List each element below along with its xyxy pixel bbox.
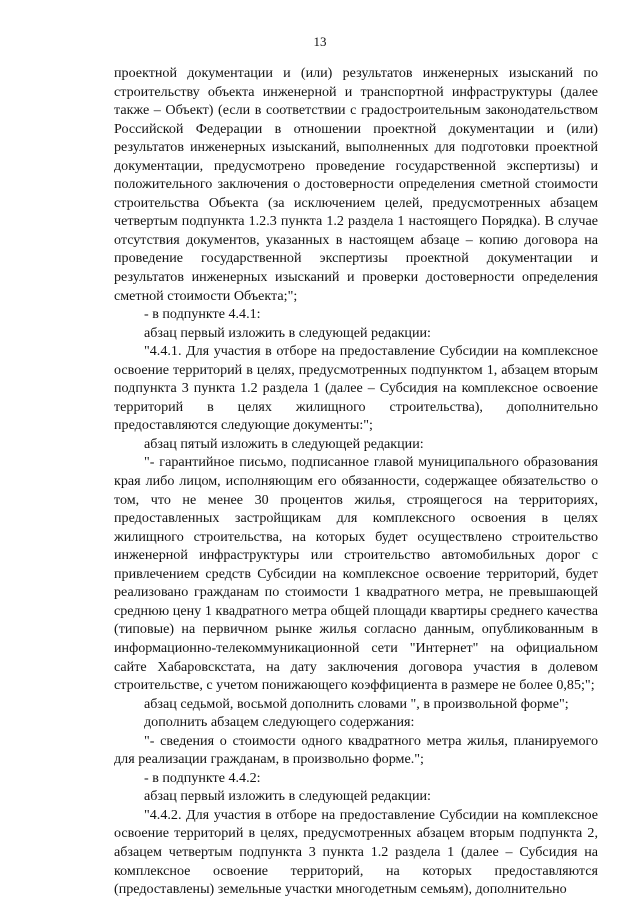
paragraph: "- гарантийное письмо, подписанное главой муниципального образования края либо лицом, исполняющим его обязанности, содержащее обязательство о том, что не менее 30 процентов жилья, строящегося на территориях, предоставленных застройщикам для комплексного освоения в целях жилищного строительства, на которых будет осуществлено строительство инженерной инфраструктуры или строительство автомобильных дорог с привлечением средств Субсидии на комплексное освоение территорий, будет реализовано гражданам по стоимости 1 квадратного метра, не превышающей среднюю цену 1 квадратного метра общей площади квартиры среднего качества (типовые) на первичном рынке жилья согласно данным, опубликованным в информационно-телекоммуникационной сети "Интернет" на официальном сайте Хабаровскстата, на дату заключения договора участия в долевом строительстве, с учетом понижающего коэффициента в размере не более 0,85;"; — [114, 454, 598, 694]
paragraph: проектной документации и (или) результатов инженерных изысканий по строительству объекта инженерной и транспортной инфраструктуры (далее также – Объект) (если в соответствии с градостроительным законодательством Российской Федерации в отношении проектной документации и (или) результатов инженерных изысканий, выполненных для подготовки проектной документации, предусмотрено проведение государственной экспертизы) и положительного заключения о достоверности определения сметной стоимости строительства Объекта (за исключением целей, предусмотренных абзацем четвертым подпункта 1.2.3 пункта 1.2 раздела 1 настоящего Порядка). В случае отсутствия документов, указанных в настоящем абзаце – копию договора на проведение государственной экспертизы проектной документации и результатов инженерных изысканий и проверки достоверности определения сметной стоимости Объекта;"; — [114, 65, 598, 304]
paragraph: "- сведения о стоимости одного квадратного метра жилья, планируемого для реализации гражданам, в произвольно форме."; — [114, 732, 598, 768]
paragraph: - в подпункте 4.4.2: — [144, 769, 261, 786]
document-body — [114, 64, 598, 899]
paragraph: - в подпункте 4.4.1: — [144, 306, 261, 323]
paragraph: абзац первый изложить в следующей редакции: — [144, 788, 431, 805]
page-number: 13 — [313, 34, 327, 49]
paragraph: "4.4.1. Для участия в отборе на предоставление Субсидии на комплексное освоение территорий в целях, предусмотренных подпунктом 1, абзацем вторым подпункта 3 пункта 1.2 раздела 1 (далее – Субсидия на комплексное освоение территорий в целях жилищного строительства), дополнительно предоставляются следующие документы:"; — [114, 343, 598, 434]
paragraph: абзац первый изложить в следующей редакции: — [144, 324, 431, 341]
paragraph: абзац пятый изложить в следующей редакции: — [144, 435, 424, 452]
paragraph: абзац седьмой, восьмой дополнить словами ", в произвольной форме"; — [144, 695, 569, 712]
paragraph: дополнить абзацем следующего содержания: — [144, 714, 415, 731]
paragraph: "4.4.2. Для участия в отборе на предоставление Субсидии на комплексное освоение территорий в целях, предусмотренных абзацем вторым подпункта 2, абзацем четвертым подпункта 3 пункта 1.2 раздела 1 (далее – Субсидия на комплексное освоение территорий, на которых предоставляются (предоставлены) земельные участки многодетным семьям), дополнительно — [114, 806, 598, 898]
